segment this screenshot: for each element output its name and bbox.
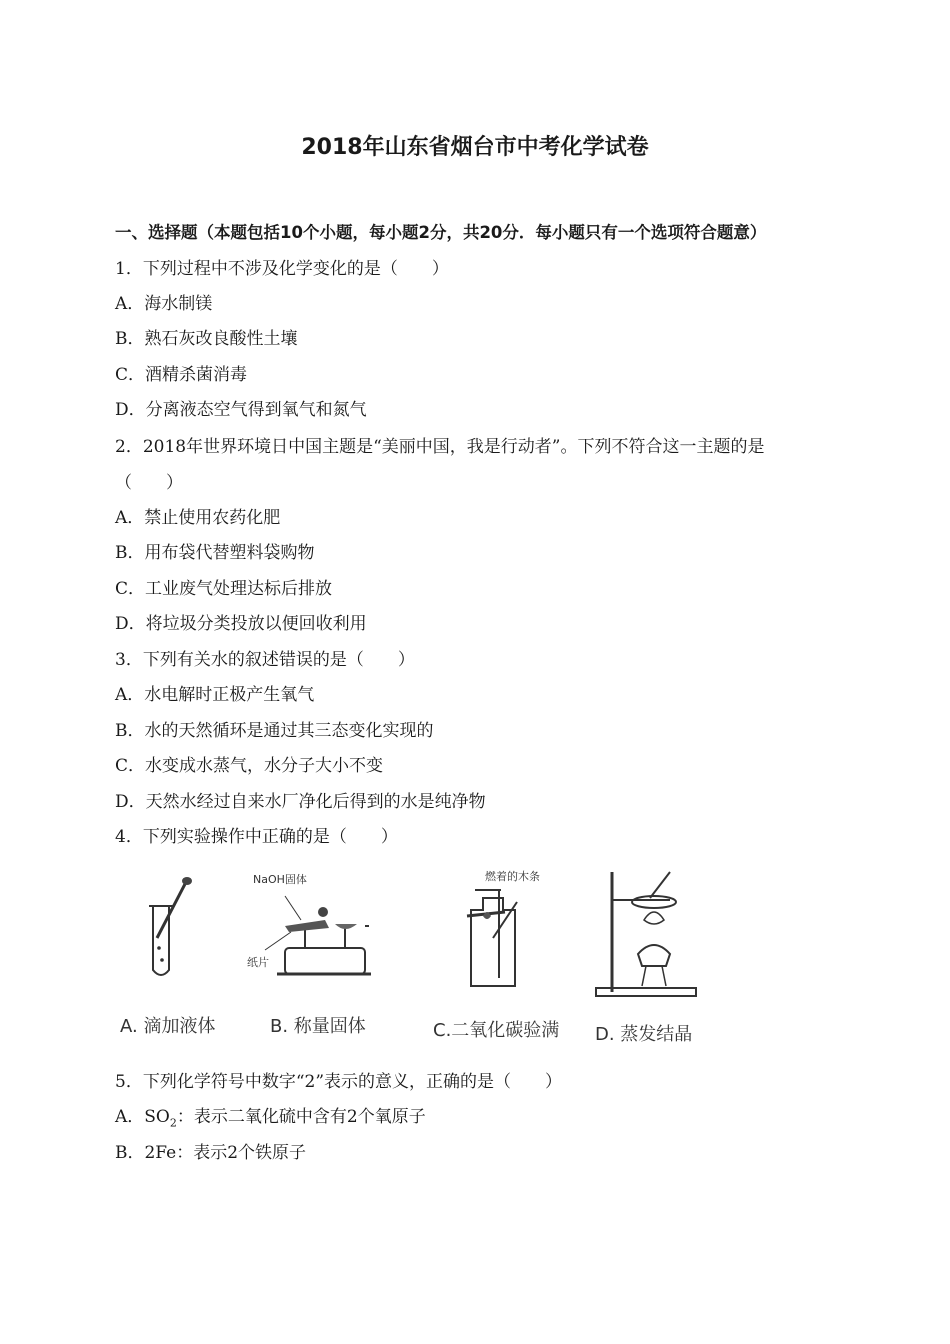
- caption-d: D. 蒸发结晶: [595, 1024, 693, 1045]
- question-5-stem: 5．下列化学符号中数字“2”表示的意义，正确的是（ ）: [115, 1072, 563, 1092]
- question-2-option-d: D．将垃圾分类投放以便回收利用: [115, 614, 367, 634]
- caption-c: C.二氧化碳验满: [433, 1020, 560, 1041]
- question-1-option-d: D．分离液态空气得到氧气和氮气: [115, 400, 367, 420]
- naoh-label: NaOH固体: [253, 873, 307, 886]
- question-4-stem: 4．下列实验操作中正确的是（ ）: [115, 827, 398, 847]
- question-1-option-b: B．熟石灰改良酸性土壤: [115, 329, 298, 349]
- question-2-option-c: C．工业废气处理达标后排放: [115, 579, 333, 599]
- page-title: 2018年山东省烟台市中考化学试卷: [301, 135, 649, 160]
- question-2-stem-cont: （ ）: [115, 473, 183, 493]
- evaporating-dish-icon: [590, 868, 700, 998]
- figure-co2-check: [455, 868, 555, 988]
- lab-operations-figure: [115, 868, 715, 1058]
- question-1-stem: 1．下列过程中不涉及化学变化的是（ ）: [115, 259, 449, 279]
- question-1-option-c: C．酒精杀菌消毒: [115, 365, 248, 385]
- option-a-subscript: 2: [169, 1116, 177, 1130]
- question-5-option-a: [115, 1105, 426, 1135]
- figure-weighing-solid: [245, 868, 375, 988]
- section-heading: 一、选择题（本题包括10个小题，每小题2分，共20分．每小题只有一个选项符合题意）: [115, 223, 767, 242]
- caption-a: A. 滴加液体: [120, 1016, 216, 1037]
- option-a-text: ：表示二氧化硫中含有2个氧原子: [176, 1107, 426, 1127]
- question-3-option-a: A．水电解时正极产生氧气: [115, 685, 315, 705]
- burning-stick-label: 燃着的木条: [485, 870, 540, 883]
- question-3-stem: 3．下列有关水的叙述错误的是（ ）: [115, 650, 415, 670]
- question-3-option-c: C．水变成水蒸气，水分子大小不变: [115, 756, 384, 776]
- paper-label: 纸片: [247, 956, 269, 969]
- question-3-option-b: B．水的天然循环是通过其三态变化实现的: [115, 721, 434, 741]
- question-5-option-b: B．2Fe：表示2个铁原子: [115, 1143, 307, 1163]
- question-1-option-a: A．海水制镁: [115, 294, 213, 314]
- figure-dropping-liquid: [135, 868, 215, 988]
- question-2-stem: 2．2018年世界环境日中国主题是“美丽中国，我是行动者”。下列不符合这一主题的是: [115, 437, 765, 457]
- caption-b: B. 称量固体: [270, 1016, 366, 1037]
- question-3-option-d: D．天然水经过自来水厂净化后得到的水是纯净物: [115, 792, 486, 812]
- test-tube-dropper-icon: [135, 868, 215, 988]
- option-a-formula: A．SO: [115, 1107, 170, 1127]
- question-2-option-b: B．用布袋代替塑料袋购物: [115, 543, 315, 563]
- question-2-option-a: A．禁止使用农药化肥: [115, 508, 281, 528]
- figure-evaporation: [590, 868, 700, 998]
- gas-bottle-icon: [455, 868, 555, 988]
